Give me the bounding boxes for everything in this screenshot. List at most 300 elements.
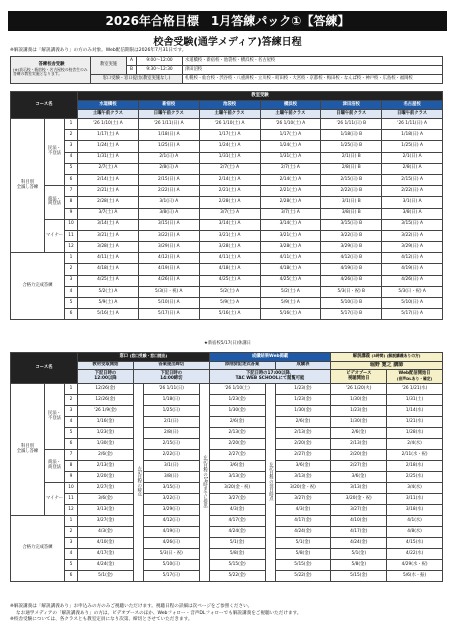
class-header: 日曜午前クラス (382, 110, 443, 119)
mado-header-sub: (窓口受験・窓口提出) (129, 353, 168, 359)
row-number: 9 (65, 208, 78, 219)
schedule-cell: 2/21(土) A (260, 186, 321, 197)
schedule-cell: 2/27(金) (275, 450, 331, 461)
schedule-cell: 2/6(金) (78, 450, 134, 461)
group-main: 科目別 全滅し答練 (11, 384, 45, 516)
schedule-cell: 3/14(土) A (260, 219, 321, 230)
schedule-cell: 4/25(土) A (260, 275, 321, 286)
table-row (11, 174, 443, 185)
schedule-cell: 1/21(水) (387, 417, 443, 428)
schedule-cell: 4/26(日) B (321, 275, 382, 286)
info-label (11, 57, 91, 84)
schedule-cell: 1/17(土) A (260, 130, 321, 141)
row-number: 12 (65, 505, 78, 516)
table-row (11, 461, 443, 472)
schedule-cell: 3/8(日) B (321, 208, 382, 219)
row-number: 3 (65, 406, 78, 417)
schedule-cell: '26 1/9(金) (78, 406, 134, 417)
table-row (11, 494, 443, 505)
schedule-cell: 4/25(土) A (78, 275, 139, 286)
schedule-cell: 5/3(日・祝) A (138, 286, 199, 297)
schedule-cell: 3/29(日) (143, 505, 199, 516)
col-kyozai-sub: 下記日時の 12:00以降 (78, 370, 134, 384)
schedule-cell: 2/13(金) (331, 439, 387, 450)
schedule-cell: 4/24(金) (209, 527, 265, 538)
row-number: 5 (65, 428, 78, 439)
row-number: 4 (65, 286, 78, 297)
closure-note: ★新宿校5/17(日)休講日 (204, 341, 251, 346)
schedule-cell: 5/2(土) A (260, 286, 321, 297)
row-number: 9 (65, 472, 78, 483)
schedule-cell: 5/16(土) A (78, 309, 139, 320)
schedule-cell: 2/4(水) (387, 439, 443, 450)
col-web-sub: 下記日時の17:00以降、 TAC WEB SCHOOLにて閲覧可能 (209, 370, 331, 384)
info-mado: 窓口受験・窓口提出(教室実施なし) (91, 75, 183, 84)
schedule-cell: 4/29(水・祝) (387, 560, 443, 571)
schedule-cell: 3/8(日) A (382, 208, 443, 219)
vertical-note (133, 384, 143, 582)
col-touan-sub: 下記日時の 14:00締切 (133, 370, 209, 384)
schedule-cell: 2/1(日) (143, 417, 199, 428)
info-label-sub: (※)表示校・新宿校・名古屋校の校舎生のみ答練の教室実施となります。 (13, 67, 88, 77)
group-minpo: 民法・ 不登法 (45, 119, 65, 186)
schedule-cell: 1/16(金) (78, 417, 134, 428)
class-header: 日曜午前クラス (321, 110, 382, 119)
schedule-cell: 4/17(金) (331, 527, 387, 538)
schedule-cell: 4/8(水) (387, 527, 443, 538)
col-webhaishin-sub: (音声DLあり・確定) (396, 375, 433, 381)
schedule-cell: 2/8(日) A (138, 163, 199, 174)
schedule-cell: 2/28(土) A (199, 197, 260, 208)
schedule-cell: 4/24(金) (78, 560, 134, 571)
kaisetsu-header (331, 353, 443, 362)
schedule-cell: 3/22(日) (143, 494, 199, 505)
schedule-cell: 5/3(日・祝) B (321, 286, 382, 297)
info-time: 9:30〜12:30 (137, 66, 183, 75)
vertical-note (199, 384, 209, 582)
schedule-cell: 5/22(金) (209, 571, 265, 582)
schedule-cell: 2/22(日) B (321, 186, 382, 197)
schedule-cell: 4/3(金) (275, 505, 331, 516)
info-slot: A (127, 57, 137, 66)
schedule-cell: 4/12(日) (143, 516, 199, 527)
row-number: 2 (65, 527, 78, 538)
kaisetsu-header-sub: (解説講義ありの方) (386, 353, 421, 359)
schedule-cell: 2/21(土) A (78, 186, 139, 197)
schedule-cell: 2/22(日) A (382, 186, 443, 197)
schedule-cell: 4/15(水) (387, 538, 443, 549)
schedule-cell: 3/28(土) A (260, 242, 321, 253)
row-number: 3 (65, 275, 78, 286)
schedule-cell: 5/9(土) A (78, 298, 139, 309)
row-number: 8 (65, 461, 78, 472)
table-row (11, 527, 443, 538)
schedule-cell: 2/14(土) A (78, 174, 139, 185)
schedule-cell: 4/24(金) (275, 527, 331, 538)
schedule-cell: 1/30(金) (275, 406, 331, 417)
schedule-cell: '26 1/11(日) B (321, 119, 382, 130)
schedule-cell: 3/1(日) B (321, 197, 382, 208)
schedule-cell: '26 1/10(土) A (78, 119, 139, 130)
schedule-cell: 5/17(日) A (382, 309, 443, 320)
schedule-cell: 3/6(金) (275, 461, 331, 472)
schedule-cell: 2/13(金) (275, 428, 331, 439)
schedule-cell: 2/8(日) A (382, 163, 443, 174)
col-touan: 答案提出締切 (133, 362, 209, 370)
schedule-cell: 4/25(土) A (199, 275, 260, 286)
schedule-cell: 3/18(水) (387, 505, 443, 516)
schedule-cell: 3/27(金) (209, 494, 265, 505)
schedule-cell: 3/6(金) (209, 461, 265, 472)
table-row (11, 119, 443, 130)
course-header: コース名 (11, 92, 78, 119)
vertical-note (265, 384, 275, 582)
schedule-cell: 5/15(金) (209, 560, 265, 571)
info-schools: 津田沼校 (183, 66, 443, 75)
schedule-cell: 3/7(土) A (260, 208, 321, 219)
footer-notes (10, 604, 450, 624)
schedule-cell: 2/8(日) B (321, 163, 382, 174)
schedule-cell: 1/18(日) B (321, 130, 382, 141)
schedule-cell: 2/28(土) A (78, 197, 139, 208)
lecturer: 堀野 寛之 講師 (331, 362, 443, 370)
schedule-cell: 2/22(日) (143, 450, 199, 461)
row-number: 11 (65, 230, 78, 241)
table-row (11, 309, 443, 320)
schedule-cell: 5/17(日) (143, 571, 199, 582)
schedule-cell: 3/22(日) A (138, 230, 199, 241)
schedule-cell: 5/2(土) A (199, 286, 260, 297)
footer-note: ※校舎受験については、各クラスとも教室定員になり次第、締切とさせていただきます。 (10, 617, 193, 623)
schedule-cell: 3/6(金) (331, 472, 387, 483)
group-kaisha: 商法・ 商登法 (45, 450, 65, 483)
footer-note: ※解説講義は「解説講義あり」お申込みの方のみご視聴いただけます。視聴日程の詳細は次ページをご参照ください。 (10, 604, 253, 609)
table-row (11, 208, 443, 219)
schedule-cell: '26 1/10(土) A (260, 119, 321, 130)
schedule-cell: 4/18(土) A (78, 264, 139, 275)
schedule-cell: 3/21(土) A (199, 230, 260, 241)
schedule-cell: 3/27(金) (331, 505, 387, 516)
schedule-cell: 3/22(日) A (382, 230, 443, 241)
schedule-cell: 1/31(土) (387, 395, 443, 406)
schedule-cell: 5/3(日・祝) (143, 549, 199, 560)
row-number: 5 (65, 298, 78, 309)
group-minor: マイナー (45, 483, 65, 516)
schedule-cell: 3/8(日) (143, 472, 199, 483)
schedule-cell: 3/1(日) A (382, 197, 443, 208)
schedule-cell: 4/17(金) (275, 516, 331, 527)
schedule-cell: 2/25(水) (387, 472, 443, 483)
info-mado-schools: 札幌校・仙台校・渋谷校・八重洲校・立川校・町田校・大宮校・京都校・梅田校・なんば校・神戸校・広島校・福岡校 (183, 75, 443, 84)
schedule-cell: 4/11(土) A (199, 253, 260, 264)
schedule-cell: 12/26(金) (78, 384, 134, 395)
web-header: 成績結果Web掲載 (209, 353, 331, 362)
schedule-cell: 3/13(金) (275, 472, 331, 483)
table-row (11, 242, 443, 253)
schedule-cell: 3/20(金・祝) (331, 494, 387, 505)
class-header: 土曜午前クラス (199, 110, 260, 119)
schedule-cell: 4/19(日) A (138, 264, 199, 275)
schedule-cell: 3/28(土) A (199, 242, 260, 253)
school-header: 池袋校 (199, 101, 260, 110)
school-header: 津田沼校 (321, 101, 382, 110)
schedule-cell: 1/25(日) A (138, 141, 199, 152)
info-label-main: 答練校舎受験 (38, 62, 65, 68)
col-kyozai: 教材受取開始 (78, 362, 134, 370)
schedule-cell: 2/14(土) A (199, 174, 260, 185)
schedule-cell: 4/19(日) A (382, 264, 443, 275)
schedule-cell: '26 1/20(火) (331, 384, 387, 395)
schedule-cell: 3/13(金) (78, 505, 134, 516)
table-row (11, 163, 443, 174)
table-row (11, 450, 443, 461)
schedule-cell: 2/15(日) A (382, 174, 443, 185)
schedule-cell: 2/6(金) (275, 417, 331, 428)
schedule-cell: 3/1(日) (143, 461, 199, 472)
schedule-cell: 5/10(日) A (382, 298, 443, 309)
schedule-cell: 5/10(日) A (138, 298, 199, 309)
schedule-cell: 5/15(金) (275, 560, 331, 571)
schedule-cell: 2/13(金) (209, 428, 265, 439)
table-row (11, 264, 443, 275)
row-number: 10 (65, 483, 78, 494)
group-minpo: 民法・ 不登法 (45, 384, 65, 450)
schedule-cell: 5/17(日) B (321, 309, 382, 320)
kaisetsu-header-time: (3時間) (371, 353, 386, 359)
group-kaisha: 商法・ 商登法 (45, 186, 65, 220)
schedule-cell: 4/3(金) (78, 527, 134, 538)
schedule-cell: 4/12(日) B (321, 253, 382, 264)
schedule-cell: 3/15(日) B (321, 219, 382, 230)
schedule-cell: 1/31(土) A (260, 152, 321, 163)
schedule-cell: 3/15(日) A (382, 219, 443, 230)
schedule-cell: '26 1/10(土) A (199, 119, 260, 130)
row-number: 1 (65, 253, 78, 264)
schedule-cell: 3/20(金・祝) (275, 483, 331, 494)
schedule-cell: 5/8(金) (209, 549, 265, 560)
schedule-cell: 5/16(土) A (199, 309, 260, 320)
schedule-cell: 3/20(金・祝) (209, 483, 265, 494)
schedule-cell: 1/17(土) A (78, 130, 139, 141)
schedule-cell: 5/8(金) (275, 549, 331, 560)
schedule-cell: 4/10(金) (331, 516, 387, 527)
vertical-note-text: 左記日程の14時までに提出 (202, 454, 208, 508)
row-number: 6 (65, 309, 78, 320)
schedule-cell: 1/18(日) (143, 395, 199, 406)
row-number: 8 (65, 197, 78, 208)
schedule-cell: 3/27(金) (78, 516, 134, 527)
table-row (11, 384, 443, 395)
schedule-cell: 3/28(土) A (78, 242, 139, 253)
schedule-cell: 3/15(日) A (138, 219, 199, 230)
schedule-cell: 1/28(水) (387, 428, 443, 439)
schedule-cell: 2/7(土) A (260, 163, 321, 174)
table-row (11, 275, 443, 286)
school-header: 名古屋校 (382, 101, 443, 110)
col-seiseki: 成績表 (275, 362, 331, 370)
schedule-cell: 2/14(土) A (260, 174, 321, 185)
schedule-cell: 2/20(金) (275, 439, 331, 450)
schedule-cell: 1/23(金) (275, 384, 331, 395)
table-row (11, 538, 443, 549)
schedule-cell: 4/1(水) (387, 516, 443, 527)
schedule-cell: 2/28(土) A (260, 197, 321, 208)
schedule-cell: 2/22(日) A (138, 186, 199, 197)
mado-header-title: 窓口 (119, 354, 129, 360)
table-row (11, 152, 443, 163)
class-header: 日曜午前クラス (138, 110, 199, 119)
schedule-cell: 2/15(日) A (138, 174, 199, 185)
table-row (11, 516, 443, 527)
schedule-cell: 5/2(土) A (78, 286, 139, 297)
venue-info-table (10, 56, 443, 84)
schedule-cell: 4/24(金) (331, 538, 387, 549)
row-number: 5 (65, 163, 78, 174)
schedule-cell: '26 1/11(日) (143, 384, 199, 395)
col-webhaishin (387, 370, 443, 384)
class-header: 土曜午前クラス (78, 110, 139, 119)
schedule-cell: 2/27(金) (78, 483, 134, 494)
schedule-cell: 2/21(土) A (199, 186, 260, 197)
table-row (11, 186, 443, 197)
school-header: 横浜校 (260, 101, 321, 110)
schedule-cell: 3/14(土) A (78, 219, 139, 230)
table-row (11, 219, 443, 230)
page-title: 2026年合格目標 1月答練パック①【答練】 (8, 11, 447, 31)
row-number: 2 (65, 264, 78, 275)
row-number: 1 (65, 119, 78, 130)
table-row (11, 141, 443, 152)
table-row (11, 395, 443, 406)
schedule-cell: 2/27(金) (331, 461, 387, 472)
row-number: 10 (65, 219, 78, 230)
row-number: 2 (65, 130, 78, 141)
row-number: 7 (65, 186, 78, 197)
schedule-cell: 4/18(土) A (199, 264, 260, 275)
schedule-cell: 2/11(水・祝) (387, 450, 443, 461)
schedule-cell: 3/21(土) A (260, 230, 321, 241)
row-number: 6 (65, 439, 78, 450)
schedule-cell: 2/1(日) A (382, 152, 443, 163)
schedule-cell: 4/12(日) A (382, 253, 443, 264)
schedule-cell: 5/1(金) (78, 571, 134, 582)
classroom-header: 教室受験 (78, 92, 443, 101)
row-number: 4 (65, 417, 78, 428)
group-minor: マイナー (45, 219, 65, 253)
schedule-cell: 2/18(水) (387, 461, 443, 472)
row-number: 1 (65, 516, 78, 527)
vertical-note-text: 左記日程の翌日時点 (268, 461, 274, 501)
schedule-cell: 1/30(金) (331, 417, 387, 428)
school-header: 水道橋校 (78, 101, 139, 110)
schedule-cell: 3/21(土) A (78, 230, 139, 241)
schedule-cell: 3/15(日) (143, 483, 199, 494)
schedule-cell: 1/23(金) (275, 395, 331, 406)
schedule-cell: 1/14(水) (387, 406, 443, 417)
schedule-cell: 4/12(日) A (138, 253, 199, 264)
schedule-cell: 3/22(日) B (321, 230, 382, 241)
table-row (11, 286, 443, 297)
info-time: 9:00〜12:00 (137, 57, 183, 66)
schedule-cell: 2/7(土) A (199, 163, 260, 174)
schedule-cell: 5/9(土) A (260, 298, 321, 309)
schedule-cell: 4/17(金) (209, 516, 265, 527)
table-row (11, 197, 443, 208)
table-row (11, 560, 443, 571)
table-row (11, 472, 443, 483)
schedule-cell: 2/1(日) A (138, 152, 199, 163)
schedule-cell: 5/10(日) B (321, 298, 382, 309)
table-row (11, 439, 443, 450)
classroom-schedule-table (10, 91, 443, 320)
table-row (11, 230, 443, 241)
schedule-cell: 5/17(日) A (138, 309, 199, 320)
group-goukaku: 合格力完成答練 (11, 253, 65, 320)
schedule-cell: '26 1/11(日) A (138, 119, 199, 130)
schedule-cell: 4/10(金) (78, 538, 134, 549)
row-number: 12 (65, 242, 78, 253)
group-goukaku: 合格力完成答練 (11, 516, 65, 582)
schedule-cell: 2/6(金) (209, 417, 265, 428)
kaisetsu-header-title: 解説講義 (352, 354, 370, 360)
schedule-cell: 3/13(金) (209, 472, 265, 483)
row-number: 2 (65, 395, 78, 406)
schedule-cell: 5/9(土) A (199, 298, 260, 309)
schedule-cell: 4/26(日) (143, 538, 199, 549)
vertical-note-text: 左記日程の時点 (136, 466, 142, 497)
schedule-cell: 4/11(土) A (260, 253, 321, 264)
schedule-cell: 5/1(金) (209, 538, 265, 549)
schedule-cell: 5/6(水・振) (387, 571, 443, 582)
schedule-cell: 2/15(日) B (321, 174, 382, 185)
schedule-cell: 4/22(水) (387, 549, 443, 560)
table-row (11, 253, 443, 264)
schedule-cell: 1/25(日) (143, 406, 199, 417)
schedule-cell: 5/16(土) A (260, 309, 321, 320)
submission-schedule-table (10, 352, 443, 582)
table-row (11, 571, 443, 582)
schedule-cell: 5/22(金) (275, 571, 331, 582)
schedule-cell: 1/25(日) B (321, 141, 382, 152)
schedule-cell: 1/18(日) A (382, 130, 443, 141)
course-header-2: コース名 (11, 353, 78, 384)
schedule-cell: 5/8(金) (331, 560, 387, 571)
row-number: 6 (65, 174, 78, 185)
info-kyoshitsu: 教室実施 (91, 57, 127, 75)
schedule-cell: 4/26(日) A (382, 275, 443, 286)
schedule-cell: 4/17(金) (78, 549, 134, 560)
footer-note: なお通学メディアの「解説講義あり」の方は、ビデオブースのほか、Webフォロー・音声DLフォローでも解説講義をご視聴いただけます。 (16, 610, 302, 616)
schedule-cell: 1/24(土) A (199, 141, 260, 152)
schedule-cell: 2/20(金) (331, 450, 387, 461)
schedule-cell: '26 1/10(土) (209, 384, 265, 395)
schedule-cell: 3/6(金) (78, 494, 134, 505)
schedule-cell: 1/30(金) (78, 439, 134, 450)
schedule-cell: 4/11(土) A (78, 253, 139, 264)
schedule-cell: '26 1/21(水) (387, 384, 443, 395)
schedule-cell: 4/3(金) (209, 505, 265, 516)
top-note: ※解説講義は「解説講義あり」の方のみ対象。Web配信期限は2026年7月31日です。 (10, 48, 187, 53)
schedule-cell: 3/29(日) B (321, 242, 382, 253)
schedule-cell: 1/31(土) A (199, 152, 260, 163)
schedule-cell: 5/3(日・祝) A (382, 286, 443, 297)
schedule-cell: 3/7(土) A (199, 208, 260, 219)
schedule-cell: 5/1(金) (275, 538, 331, 549)
schedule-cell: 2/27(金) (209, 450, 265, 461)
schedule-cell: 4/19(日) B (321, 264, 382, 275)
schedule-cell: 2/20(金) (78, 472, 134, 483)
schedule-cell: 1/23(金) (331, 406, 387, 417)
